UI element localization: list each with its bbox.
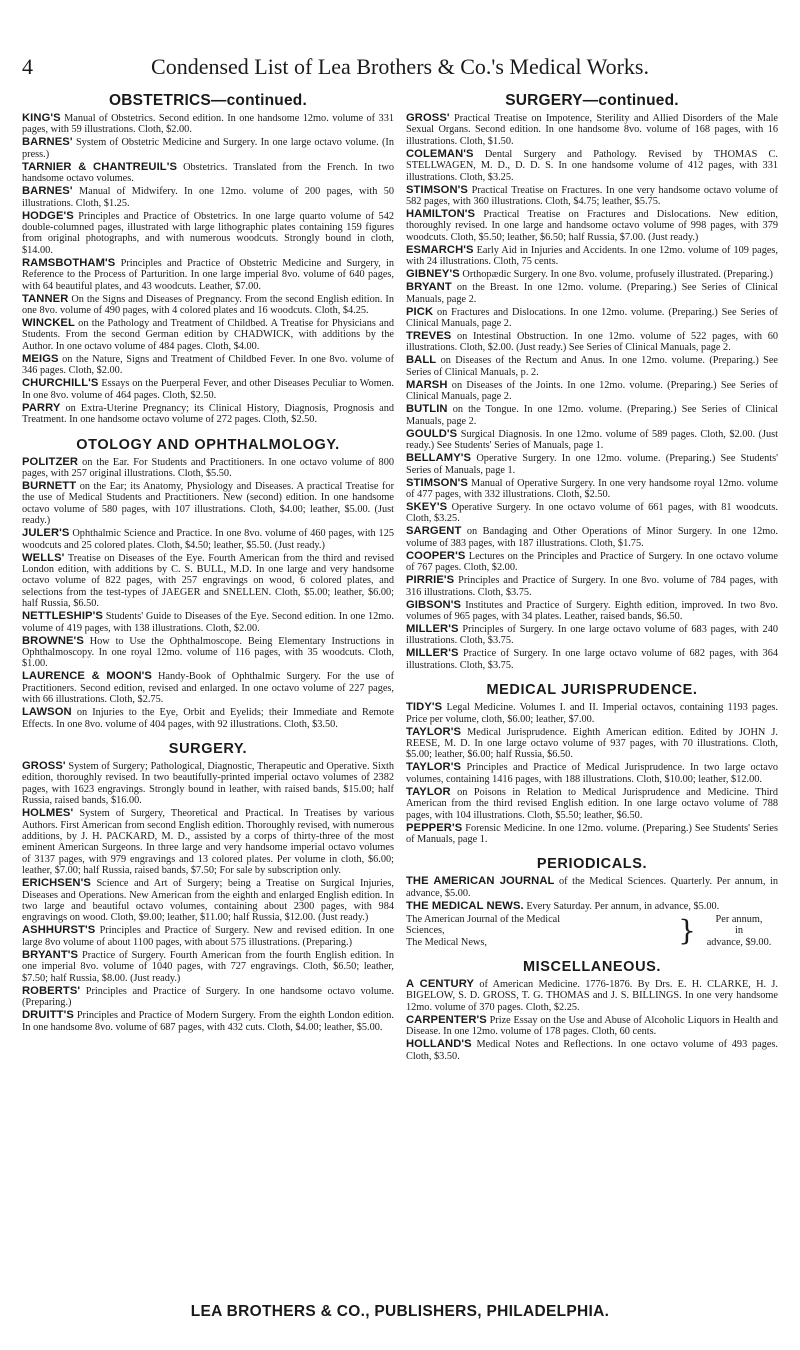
- entry-description: on the Tongue. In one 12mo. volume. (Preparing.) See Series of Clinical Manuals, page 2.: [406, 404, 778, 427]
- surgery-continued-list: [406, 113, 778, 671]
- catalog-entry: [406, 149, 778, 183]
- entry-description: Every Saturday. Per annum, in advance, $5.00.: [526, 900, 720, 912]
- entry-description: System of Surgery, Theoretical and Practical. In Treatises by various Authors. First American from second English edition. Thoroughly revised, with numerous additions, by J. H. PACKARD, M. D., assisted by a corps of thirty-three of the most eminent American Surgeons. In three large and very handsome imperial octavo volumes of 3137 pages, with 979 engravings and 13 colored plates. Per volume in cloth, $6.00; leather, $7.00; half Russia, raised bands, $7.50; For sale by subscription only.: [22, 808, 394, 877]
- catalog-entry: [22, 378, 394, 401]
- entry-description: Medical Jurisprudence. Eighth American edition. Edited by JOHN J. REESE, M. D. In one large octavo volume of 937 pages, with 70 illustrations. Cloth, $5.00; leather, $6.00; half Russia, $6.50.: [406, 726, 778, 761]
- author-name: TAYLOR'S: [406, 761, 462, 774]
- catalog-entry: [22, 925, 394, 948]
- entry-description: on Extra-Uterine Pregnancy; its Clinical History, Diagnosis, Prognosis and Treatment. In one handsome octavo volume of 272 pages. Cloth, $2.50.: [22, 402, 394, 426]
- author-name: CARPENTER'S: [406, 1013, 487, 1026]
- entry-description: Surgical Diagnosis. In one 12mo. volume of 589 pages. Cloth, $2.00. (Just ready.) See Students' Series of Manuals, page 1.: [406, 428, 778, 452]
- obstetrics-continued-heading: OBSTETRICS—continued.: [109, 92, 307, 109]
- author-name: STIMSON'S: [406, 476, 468, 489]
- entry-description: Legal Medicine. Volumes I. and II. Imperial octavos, containing 1193 pages. Price per volume, cloth, $6.00; leather, $7.00.: [406, 702, 778, 725]
- author-name: HOLLAND'S: [406, 1038, 472, 1051]
- author-name: COLEMAN'S: [406, 147, 474, 160]
- page-number: 4: [22, 54, 33, 79]
- catalog-entry: [406, 502, 778, 525]
- author-name: TIDY'S: [406, 701, 443, 714]
- surgery-continued-heading: SURGERY—continued.: [505, 92, 679, 109]
- author-name: THE MEDICAL NEWS.: [406, 899, 524, 912]
- entry-description: on the Nature, Signs and Treatment of Childbed Fever. In one 8vo. volume of 346 pages. Cloth, $2.00.: [22, 353, 394, 377]
- entry-description: on the Breast. In one 12mo. volume. (Preparing.) See Series of Clinical Manuals, page 2.: [406, 282, 778, 305]
- entry-description: of American Medicine. 1776-1876. By Drs. E. H. CLARKE, H. J. BIGELOW, S. D. GROSS, T. G. THOMAS and J. S. BILLINGS. In one very handsome 12mo. volume of 370 pages. Cloth, $2.25.: [406, 979, 778, 1013]
- catalog-entry: [406, 209, 778, 243]
- entry-description: on the Pathology and Treatment of Childbed. A Treatise for Physicians and Students. From the second German edition by CHADWICK, with additions by the Author. In one octavo volume of 484 pages. Cloth, $4.00.: [22, 318, 394, 352]
- author-name: LAWSON: [22, 706, 72, 719]
- catalog-entry: [22, 186, 394, 209]
- entry-description: on Fractures and Dislocations. In one 12mo. volume. (Preparing.) See Series of Clinical Manuals, page 2.: [406, 306, 778, 330]
- entry-description: Dental Surgery and Pathology. Revised by THOMAS C. STELLWAGEN, M. D., D. D. S. In one handsome volume of 412 pages, with 331 illustrations. Cloth, $3.25.: [406, 148, 778, 183]
- periodical-combo-price: [700, 914, 778, 948]
- catalog-entry: [22, 403, 394, 426]
- entry-description: on the Ear. For Students and Practitioners. In one octavo volume of 800 pages, with 257 original illustrations. Cloth, $5.50.: [22, 456, 394, 479]
- author-name: LAURENCE & MOON'S: [22, 670, 152, 683]
- entry-description: How to Use the Ophthalmoscope. Being Elementary Instructions in Ophthalmoscopy. In one royal 12mo. volume of 116 pages, with 35 woodcuts. Cloth, $1.00.: [22, 635, 394, 670]
- entry-description: on Poisons in Relation to Medical Jurisprudence and Medicine. Third American from the third revised English edition. In one large octavo volume of 788 pages, with 104 illustrations. Cloth, $5.50; leather, $6.50.: [406, 786, 778, 821]
- entry-description: Practice of Surgery. Fourth American from the fourth English edition. In one imperial 8vo. volume of 1040 pages, with 727 engravings. Cloth, $6.50; leather, $7.50; half Russia, $8.00. (Just ready.): [22, 949, 394, 984]
- catalog-entry: [406, 245, 778, 268]
- catalog-entry: [406, 1039, 778, 1062]
- entry-description: on Diseases of the Joints. In one 12mo. volume. (Preparing.) See Series of Clinical Manuals, page 2.: [406, 379, 778, 403]
- entry-description: of the Medical Sciences. Quarterly. Per annum, in advance, $5.00.: [406, 876, 778, 899]
- author-name: SARGENT: [406, 525, 462, 538]
- otology-list: [22, 457, 394, 731]
- author-name: MILLER'S: [406, 647, 459, 660]
- entry-description: Principles of Surgery. In one large octavo volume of 683 pages, with 240 illustrations. Cloth, $3.75.: [406, 623, 778, 647]
- catalog-entry: [22, 671, 394, 705]
- right-column: [406, 92, 778, 1292]
- author-name: NETTLESHIP'S: [22, 610, 103, 623]
- catalog-entry: [22, 878, 394, 924]
- entry-description: Practical Treatise on Impotence, Sterility and Allied Disorders of the Male Sexual Organs. Second edition. In one handsome 8vo. volume of 168 pages, with 16 illustrations. Cloth, $1.50.: [406, 113, 778, 147]
- combo-price-2: in: [734, 925, 743, 937]
- combo-line-2: Sciences,: [406, 925, 445, 937]
- catalog-entry: [22, 1010, 394, 1033]
- brace-symbol: }: [678, 913, 696, 947]
- catalog-entry: [406, 979, 778, 1013]
- entry-description: Operative Surgery. In one octavo volume of 661 pages, with 81 woodcuts. Cloth, $3.25.: [406, 501, 778, 525]
- combo-price-3: advance, $9.00.: [706, 936, 772, 948]
- catalog-entry: [406, 551, 778, 574]
- catalog-entry: [406, 575, 778, 598]
- author-name: GIBSON'S: [406, 598, 462, 611]
- author-name: POLITZER: [22, 455, 79, 468]
- entry-description: on Diseases of the Rectum and Anus. In one 12mo. volume. (Preparing.) See Series of Clinical Manuals, p. 2.: [406, 355, 778, 378]
- author-name: MILLER'S: [406, 622, 459, 635]
- author-name: BRYANT: [406, 281, 452, 294]
- author-name: MEIGS: [22, 352, 59, 365]
- catalog-entry: [406, 648, 778, 671]
- author-name: ESMARCH'S: [406, 243, 474, 256]
- catalog-entry: [406, 331, 778, 354]
- author-name: GOULD'S: [406, 427, 458, 440]
- entry-description: Manual of Obstetrics. Second edition. In one handsome 12mo. volume of 331 pages, with 59 illustrations. Cloth, $2.00.: [22, 113, 394, 136]
- catalog-entry: [22, 162, 394, 185]
- catalog-entry: [406, 526, 778, 549]
- author-name: GIBNEY'S: [406, 268, 460, 281]
- author-name: RAMSBOTHAM'S: [22, 256, 116, 269]
- surgery-heading: SURGERY.: [168, 741, 248, 757]
- entry-description: Practical Treatise on Fractures and Dislocations. New edition, thoroughly revised. In one large and handsome octavo volume of 998 pages, with 379 woodcuts. Cloth, $5.50; leather, $6.50; half Russia, $7.00. (Just ready.): [406, 209, 778, 243]
- author-name: ASHHURST'S: [22, 924, 96, 937]
- catalog-entry: [22, 113, 394, 136]
- publisher-footer: LEA BROTHERS & CO., PUBLISHERS, PHILADELPHIA.: [190, 1303, 610, 1320]
- catalog-entry: [406, 702, 778, 725]
- author-name: PIRRIE'S: [406, 574, 455, 587]
- author-name: TAYLOR'S: [406, 725, 462, 738]
- author-name: BROWNE'S: [22, 634, 84, 647]
- catalog-entry: [406, 380, 778, 403]
- otology-heading: OTOLOGY AND OPHTHALMOLOGY.: [76, 436, 340, 453]
- author-name: COOPER'S: [406, 549, 466, 562]
- author-name: BARNES': [22, 185, 73, 198]
- entry-description: System of Obstetric Medicine and Surgery. In one large octavo volume. (In press.): [22, 137, 394, 160]
- author-name: PARRY: [22, 401, 61, 414]
- entry-description: Practical Treatise on Fractures. In one very handsome octavo volume of 582 pages, with 360 illustrations. Cloth, $4.75; leather, $5.75.: [406, 184, 778, 208]
- entry-description: on the Ear; its Anatomy, Physiology and Diseases. A practical Treatise for the use of Medical Students and Practitioners. New (second) edition. In one handsome octavo volume of 580 pages, with 107 illustrations. Cloth, $4.00; leather, $5.00. (Just ready.): [22, 480, 394, 527]
- catalog-entry: [406, 269, 778, 280]
- author-name: CHURCHILL'S: [22, 377, 99, 390]
- catalog-entry: [22, 294, 394, 317]
- author-name: BURNETT: [22, 479, 77, 492]
- jurisprudence-heading: MEDICAL JURISPRUDENCE.: [486, 682, 698, 699]
- entry-description: Principles and Practice of Medical Jurisprudence. In two large octavo volumes, containing 1416 pages, with 188 illustrations. Cloth, $10.00; leather, $12.00.: [406, 762, 778, 785]
- catalog-entry: [22, 137, 394, 160]
- catalog-entry: [22, 318, 394, 352]
- author-name: HODGE'S: [22, 209, 74, 222]
- entry-description: Students' Guide to Diseases of the Eye. Second edition. In one 12mo. volume of 419 pages, with 138 illustrations. Cloth, $2.00.: [22, 611, 394, 634]
- author-name: BELLAMY'S: [406, 452, 472, 465]
- entry-description: Medical Notes and Reflections. In one octavo volume of 493 pages. Cloth, $3.50.: [406, 1039, 778, 1062]
- author-name: BUTLIN: [406, 403, 448, 416]
- entry-description: System of Surgery; Pathological, Diagnostic, Therapeutic and Operative. Sixth edition, thoroughly revised. In two beautifully-printed imperial octavo volumes of 2382 pages, with 1623 engravings. Strongly bound in leather, with raised bands, $15.00; half Russia, raised bands, $16.00.: [22, 761, 394, 807]
- catalog-entry: [22, 986, 394, 1009]
- entry-description: Orthopædic Surgery. In one 8vo. volume, profusely illustrated. (Preparing.): [462, 269, 773, 281]
- author-name: BARNES': [22, 136, 73, 149]
- catalog-entry: [22, 553, 394, 610]
- catalog-entry: [22, 457, 394, 480]
- author-name: WINCKEL: [22, 317, 75, 330]
- surgery-list: [22, 761, 394, 1033]
- author-name: TREVES: [406, 330, 452, 343]
- combo-price-1: Per annum,: [715, 913, 763, 925]
- catalog-entry: [22, 354, 394, 377]
- jurisprudence-list: [406, 702, 778, 845]
- catalog-entry: [406, 901, 778, 912]
- catalog-entry: [406, 600, 778, 623]
- entry-description: Early Aid in Injuries and Accidents. In one 12mo. volume of 109 pages, with 24 illustrations. Cloth, 75 cents.: [406, 244, 778, 268]
- entry-description: Prize Essay on the Use and Abuse of Alcoholic Liquors in Health and Disease. In one 12mo. volume of 178 pages. Cloth, 60 cents.: [406, 1014, 778, 1038]
- periodicals-heading: PERIODICALS.: [536, 856, 648, 873]
- entry-description: Practice of Surgery. In one large octavo volume of 682 pages, with 364 illustrations. Cloth, $3.75.: [406, 648, 778, 671]
- entry-description: Principles and Practice of Modern Surgery. From the eighth London edition. In one handsome 8vo. volume of 687 pages, with 432 cuts. Cloth, $4.00; leather, $5.00.: [22, 1010, 394, 1033]
- entry-description: Obstetrics. Translated from the French. In two handsome octavo volumes.: [22, 161, 394, 185]
- author-name: GROSS': [22, 760, 66, 772]
- obstetrics-list: [22, 113, 394, 426]
- miscellaneous-heading: MISCELLANEOUS.: [522, 959, 662, 976]
- catalog-entry: [406, 113, 778, 147]
- author-name: ERICHSEN'S: [22, 877, 91, 890]
- catalog-entry: [406, 876, 778, 899]
- entry-description: Essays on the Puerperal Fever, and other Diseases Peculiar to Women. In one 8vo. volume of 464 pages. Cloth, $2.50.: [22, 378, 394, 401]
- catalog-entry: [22, 258, 394, 292]
- author-name: HOLMES': [22, 807, 74, 820]
- periodical-combo: [406, 914, 778, 948]
- catalog-entry: [406, 727, 778, 761]
- author-name: TANNER: [22, 292, 69, 305]
- author-name: JULER'S: [22, 527, 70, 540]
- author-name: BALL: [406, 354, 437, 367]
- catalog-entry: [406, 355, 778, 378]
- combo-line-3: The Medical News,: [406, 936, 487, 948]
- miscellaneous-list: [406, 979, 778, 1062]
- catalog-entry: [22, 481, 394, 527]
- catalog-entry: [406, 624, 778, 647]
- author-name: TARNIER & CHANTREUIL'S: [22, 160, 178, 173]
- entry-description: Lectures on the Principles and Practice of Surgery. In one octavo volume of 767 pages. Cloth, $2.00.: [406, 550, 778, 574]
- page-header: [22, 54, 778, 84]
- entry-description: On the Signs and Diseases of Pregnancy. From the second English edition. In one 8vo. volume of 490 pages, with 4 colored plates and 16 woodcuts. Cloth, $4.25.: [22, 293, 394, 317]
- author-name: KING'S: [22, 112, 61, 124]
- catalog-entry: [22, 211, 394, 257]
- author-name: PICK: [406, 305, 434, 318]
- entry-description: Science and Art of Surgery; being a Treatise on Surgical Injuries, Diseases and Operations. New American from the eighth and enlarged English edition. In two large and beautiful octavo volumes, containing about 2300 pages, with 984 engravings on wood. Cloth, $9.00; leather, $11.00; half Russia, $12.00. (Just ready.): [22, 878, 394, 924]
- catalog-entry: [22, 636, 394, 670]
- entry-description: Principles and Practice of Surgery. In one 8vo. volume of 784 pages, with 316 illustrations. Cloth, $3.75.: [406, 575, 778, 598]
- periodical-combo-titles: [406, 914, 674, 948]
- entry-description: Operative Surgery. In one 12mo. volume. (Preparing.) See Students' Series of Manuals, page 1.: [406, 453, 778, 476]
- catalog-entry: [22, 808, 394, 876]
- two-column-body: [22, 92, 778, 1292]
- entry-description: Institutes and Practice of Surgery. Eighth edition, improved. In two 8vo. volumes of 965 pages, with 34 plates. Leather, raised bands, $6.50.: [406, 599, 778, 622]
- catalog-entry: [406, 453, 778, 476]
- catalog-entry: [406, 787, 778, 821]
- author-name: STIMSON'S: [406, 183, 468, 196]
- catalog-entry: [22, 611, 394, 634]
- entry-description: Handy-Book of Ophthalmic Surgery. For the use of Practitioners. Second edition, revised and enlarged. In one octavo volume of 227 pages, with 66 illustrations. Cloth, $2.75.: [22, 671, 394, 706]
- periodicals-list: [406, 876, 778, 912]
- author-name: BRYANT'S: [22, 948, 79, 961]
- author-name: ROBERTS': [22, 984, 81, 997]
- entry-description: on Intestinal Obstruction. In one 12mo. volume of 522 pages, with 60 illustrations. Cloth, $2.00. (Just ready.) See Series of Clinical Manuals, page 2.: [406, 331, 778, 354]
- catalog-entry: [406, 1015, 778, 1038]
- author-name: A CENTURY: [406, 978, 475, 991]
- author-name: PEPPER'S: [406, 821, 463, 834]
- entry-description: Principles and Practice of Obstetric Medicine and Surgery, in Reference to the Process of Parturition. In one large imperial 8vo. volume of 640 pages, with 64 beautiful plates, and 43 woodcuts. Leather, $7.00.: [22, 257, 394, 292]
- catalog-entry: [406, 429, 778, 452]
- author-name: HAMILTON'S: [406, 208, 476, 221]
- left-column: [22, 92, 394, 1292]
- entry-description: Principles and Practice of Obstetrics. In one large quarto volume of 542 double-columned pages, illustrated with large lithographic plates containing 159 figures from original photographs, and with numerous woodcuts. Strongly bound in cloth, $14.00.: [22, 210, 394, 256]
- entry-description: Manual of Operative Surgery. In one very handsome royal 12mo. volume of 477 pages, with 332 illustrations. Cloth, $2.50.: [406, 477, 778, 500]
- catalog-entry: [406, 307, 778, 330]
- catalog-entry: [22, 950, 394, 984]
- author-name: TAYLOR: [406, 785, 451, 798]
- catalog-entry: [22, 528, 394, 551]
- entry-description: on Bandaging and Other Operations of Minor Surgery. In one 12mo. volume of 383 pages, with 187 illustrations. Cloth, $1.75.: [406, 526, 778, 549]
- entry-description: Principles and Practice of Surgery. In one handsome octavo volume. (Preparing.): [22, 985, 394, 1009]
- catalog-entry: [406, 823, 778, 846]
- entry-description: Forensic Medicine. In one 12mo. volume. (Preparing.) See Students' Series of Manuals, page 1.: [406, 822, 778, 845]
- entry-description: Manual of Midwifery. In one 12mo. volume of 200 pages, with 50 illustrations. Cloth, $1.25.: [22, 186, 394, 209]
- catalog-entry: [22, 707, 394, 730]
- author-name: GROSS': [406, 112, 450, 124]
- catalog-entry: [406, 404, 778, 427]
- entry-description: Principles and Practice of Surgery. New and revised edition. In one large 8vo volume of about 1100 pages, with about 575 illustrations. (Preparing.): [22, 925, 394, 948]
- author-name: DRUITT'S: [22, 1009, 74, 1022]
- author-name: WELLS': [22, 551, 65, 564]
- author-name: MARSH: [406, 378, 448, 391]
- combo-line-1: The American Journal of the Medical: [406, 913, 561, 925]
- author-name: SKEY'S: [406, 500, 448, 513]
- catalog-entry: [406, 185, 778, 208]
- catalog-entry: [406, 478, 778, 501]
- catalog-entry: [406, 762, 778, 785]
- catalog-entry: [406, 282, 778, 305]
- entry-description: Treatise on Diseases of the Eye. Fourth American from the third and revised London edition, with additions by C. S. BULL, M.D. In one large and very handsome octavo volume of 822 pages, with 257 engravings on wood, 6 colored plates, and selections from the test-types of JAEGER and SNELLEN. Cloth, $5.00; leather, $6.00; half Russia, $6.50.: [22, 552, 394, 610]
- entry-description: on Injuries to the Eye, Orbit and Eyelids; their Immediate and Remote Effects. In one 8vo. volume of 404 pages, with 92 illustrations. Cloth, $3.50.: [22, 707, 394, 730]
- page-title: Condensed List of Lea Brothers & Co.'s Medical Works.: [151, 54, 649, 79]
- catalog-entry: [22, 761, 394, 807]
- author-name: THE AMERICAN JOURNAL: [406, 875, 555, 888]
- entry-description: Ophthalmic Science and Practice. In one 8vo. volume of 460 pages, with 125 woodcuts and 25 colored plates. Cloth, $4.50; leather, $5.50. (Just ready.): [22, 528, 394, 551]
